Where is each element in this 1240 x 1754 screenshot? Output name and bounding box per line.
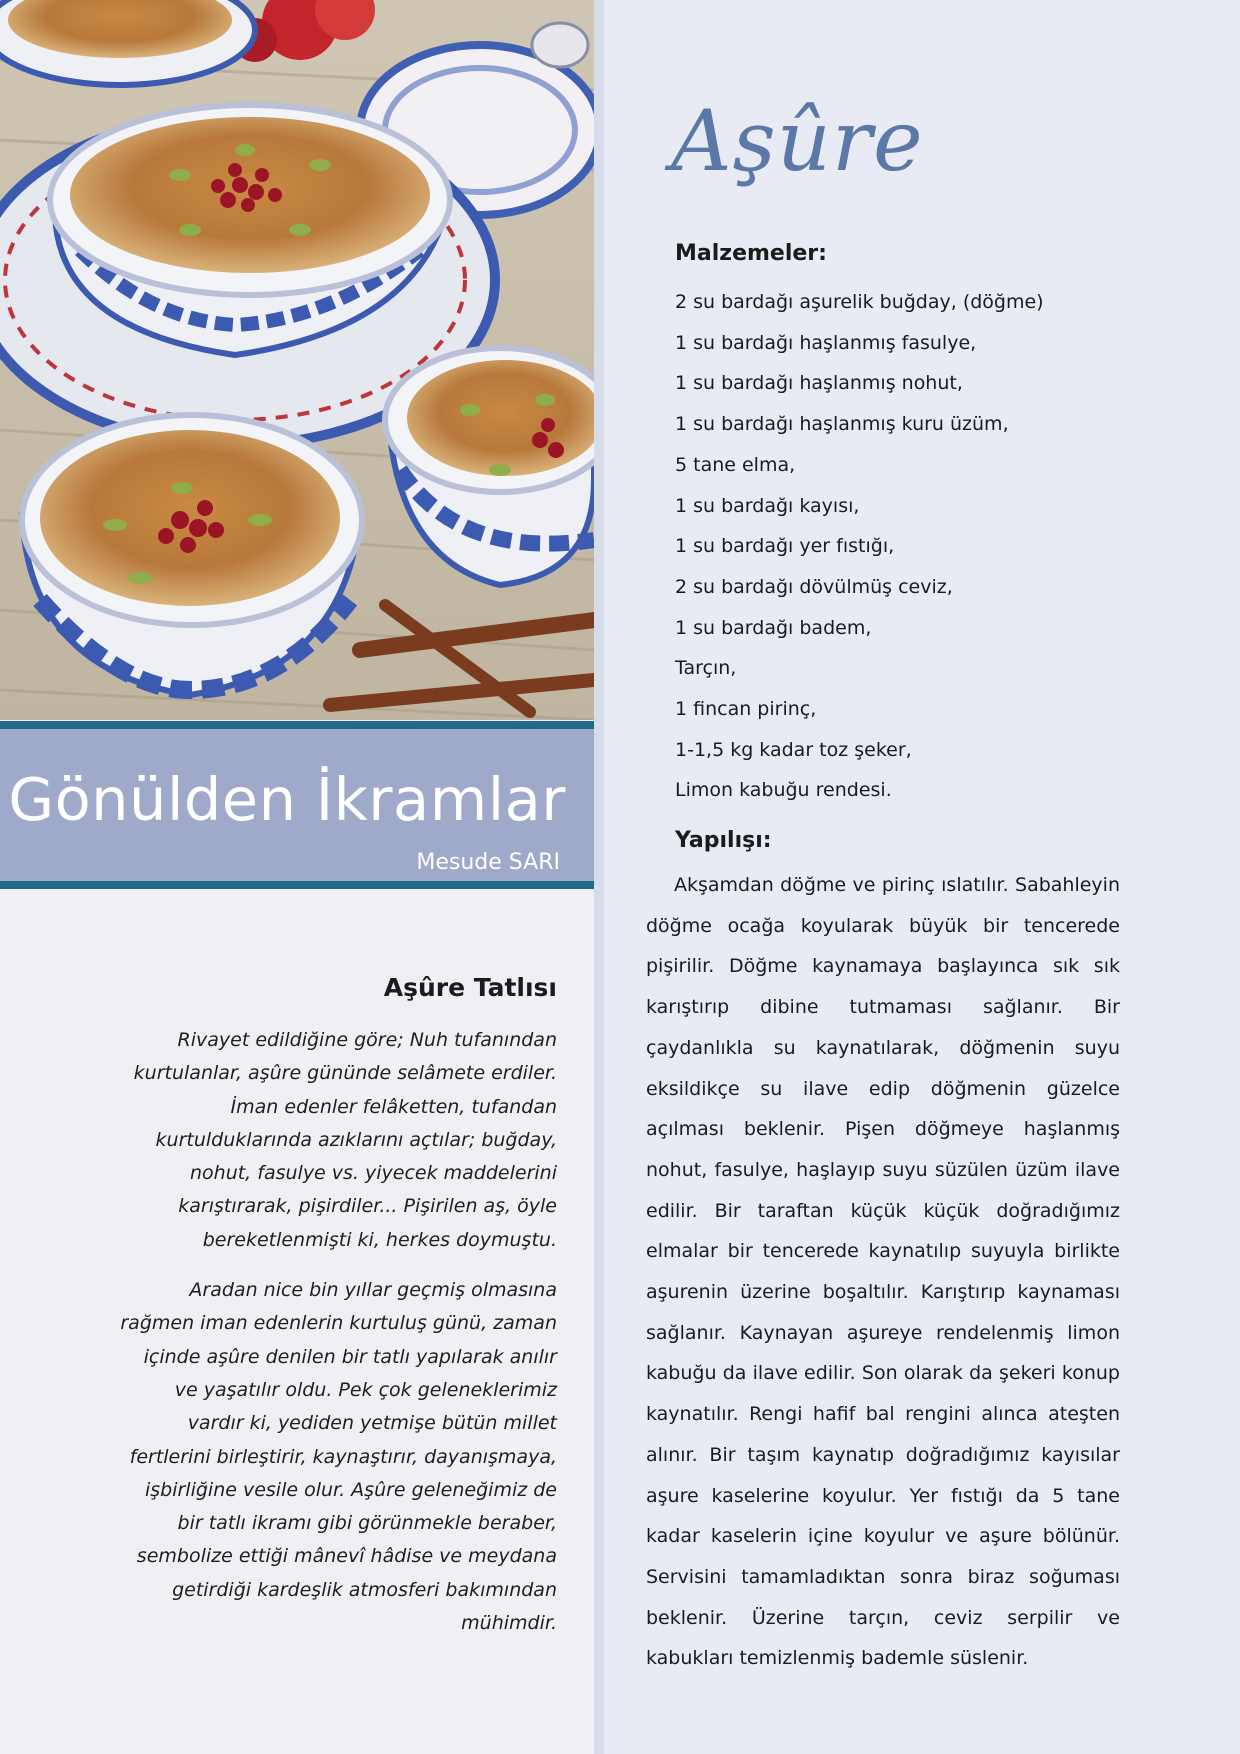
ingredient-item: 1 su bardağı yer fıstığı, [675,535,895,558]
right-column [604,0,1240,1754]
magazine-section-title: Gönülden İkramlar [8,765,566,834]
method-heading: Yapılışı: [675,828,772,853]
ingredients-heading: Malzemeler: [675,241,827,266]
author-name: Mesude SARI [416,850,560,875]
ingredient-item: Tarçın, [675,657,737,680]
intro-paragraph: Rivayet edildiğine göre; Nuh tufanından kurtulanlar, aşûre gününde selâmete erdiler. İman edenler felâketten, tufandan kurtulduklarında azıklarını açtılar; buğday, nohut, fasulye vs. yiyecek maddelerini karıştırarak, pişirdiler... Pişirilen aş, öyle bereketlenmişti ki, herkes doymuştu. [133,1029,557,1251]
ingredient-item: 2 su bardağı dövülmüş ceviz, [675,575,953,598]
ingredient-item: 1 su bardağı haşlanmış nohut, [675,372,963,395]
intro-text [120,1024,557,1657]
ingredient-item: Limon kabuğu rendesi. [675,779,892,802]
intro-paragraph: Aradan nice bin yıllar geçmiş olmasına rağmen iman edenlerin kurtuluş günü, zaman içinde aşûre denilen bir tatlı yapılarak anılır ve yaşatılır oldu. Pek çok geleneklerimiz vardır ki, yediden yetmişe bütün millet fertlerini birleştirir, kaynaştırır, dayanışmaya, işbirliğine vesile olur. Aşûre geleneğimiz de bir tatlı ikramı gibi görünmekle beraber, sembolize ettiği mânevî hâdise ve meydana getirdiği kardeşlik atmosferi bakımından mühimdir. [120,1279,557,1635]
left-column [0,0,594,1754]
recipe-title: Aşûre [671,92,924,190]
ashure-bowls-illustration [0,0,594,720]
title-band [0,729,594,881]
ingredient-item: 1 su bardağı kayısı, [675,494,860,517]
ingredients-list [675,282,1044,811]
column-divider [594,0,604,1754]
intro-heading: Aşûre Tatlısı [383,973,557,1002]
ingredient-item: 5 tane elma, [675,453,796,476]
ingredient-item: 1 su bardağı haşlanmış fasulye, [675,331,977,354]
ingredient-item: 2 su bardağı aşurelik buğday, (döğme) [675,291,1044,313]
ingredient-item: 1 su bardağı haşlanmış kuru üzüm, [675,413,1009,436]
band-top-rule [0,721,594,729]
ashure-photo [0,0,594,720]
ingredient-item: 1 fincan pirinç, [675,698,817,721]
band-bottom-rule [0,881,594,889]
ingredient-item: 1 su bardağı badem, [675,616,872,639]
ingredient-item: 1-1,5 kg kadar toz şeker, [675,738,912,761]
method-text: Akşamdan döğme ve pirinç ıslatılır. Sabahleyin döğme ocağa koyularak büyük bir tencerede pişirilir. Döğme kaynamaya başlayınca sık sık karıştırıp dibine tutmaması sağlanır. Bir çaydanlıkla su kaynatılarak, döğmenin suyu eksildikçe su ilave edip döğmenin güzelce açılması beklenir. Pişen döğmeye haşlanmış nohut, fasulye, haşlayıp suyu süzülen üzüm ilave edilir. Bir taraftan küçük küçük doğradığımız elmalar bir tencerede kaynatılıp suyuyla birlikte aşurenin üzerine boşaltılır. Karıştırıp kaynaması sağlanır. Kaynayan aşureye rendelenmiş limon kabuğu da ilave edilir. Son olarak da şekeri konup kaynatılır. Rengi hafif bal rengini alınca ateşten alınır. Bir taşım kaynatıp doğradığımız kayısılar aşure kaselerine koyulur. Yer fıstığı da 5 tane kadar kaselerin içine koyulur ve aşure bölünür. Servisini tamamladıktan sonra biraz soğuması beklenir. Üzerine tarçın, ceviz serpilir ve kabukları temizlenmiş bademle süslenir. [646,874,1120,1670]
